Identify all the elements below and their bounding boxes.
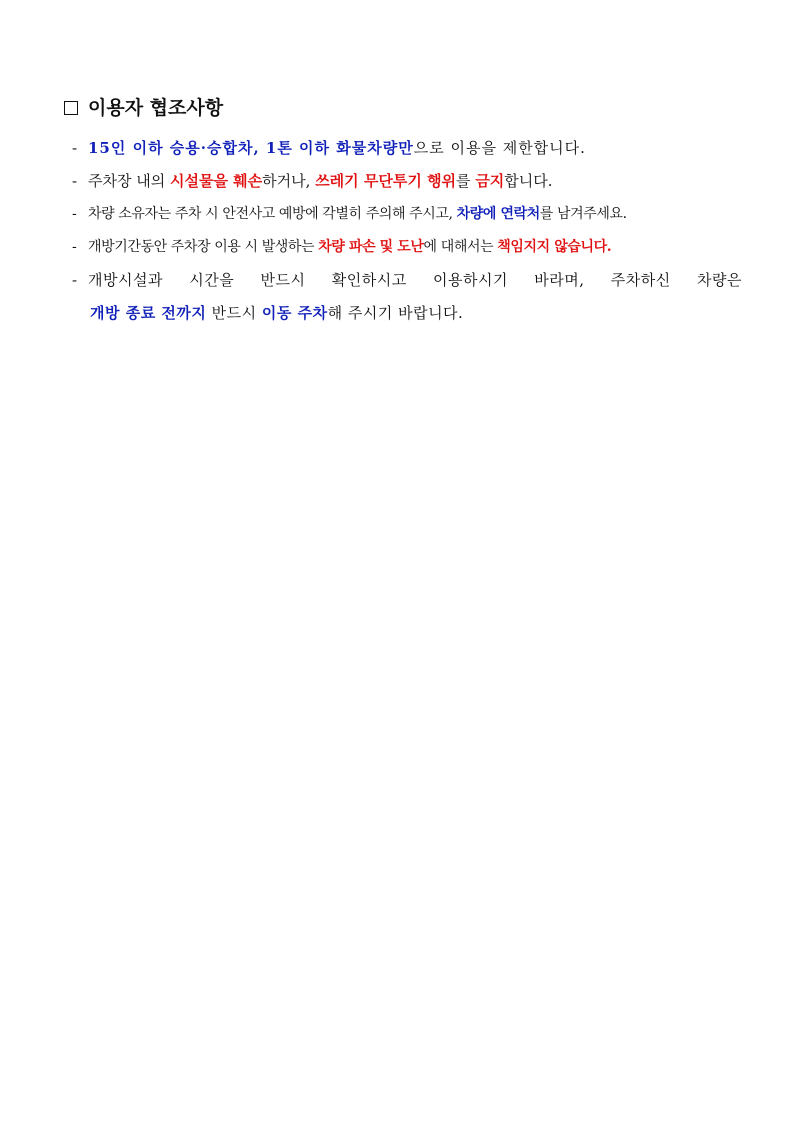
- notice-item-liability: [72, 231, 742, 264]
- notice-text: 차량 소유자는 주차 시 안전사고 예방에 각별히 주의해 주시고,: [88, 206, 457, 222]
- notice-item-hours: [72, 264, 742, 297]
- notice-text: 를: [456, 172, 476, 190]
- square-bullet-icon: [64, 101, 78, 115]
- emphasis-blue: 15인 이하 승용·승합차, 1톤 이하 화물차량만: [88, 139, 414, 157]
- notice-text: 를 남겨주세요.: [539, 206, 627, 222]
- notice-text: 에 대해서는: [423, 239, 498, 255]
- emphasis-blue: 차량에 연락처: [456, 206, 540, 222]
- emphasis-blue: 개방 종료 전까지: [90, 304, 207, 322]
- list-dash: -: [72, 239, 77, 255]
- notice-text: 개방시설과 시간을 반드시 확인하시고 이용하시기 바라며, 주차하신 차량은: [88, 271, 742, 289]
- emphasis-red: 책임지지 않습니다.: [497, 239, 612, 255]
- notice-text: 하거나,: [262, 172, 316, 190]
- emphasis-red: 시설물을 훼손: [170, 172, 263, 190]
- notice-list: [72, 132, 742, 297]
- emphasis-red: 차량 파손 및 도난: [318, 239, 424, 255]
- section-title: 이용자 협조사항: [88, 97, 224, 119]
- notice-text: 주차장 내의: [88, 172, 170, 190]
- notice-item-hours-continued: [90, 297, 463, 330]
- notice-text: 반드시: [206, 304, 262, 322]
- emphasis-blue: 이동 주차: [261, 304, 328, 322]
- list-dash: -: [72, 139, 78, 157]
- notice-text: 해 주시기 바랍니다.: [327, 304, 464, 322]
- notice-item-vehicle-limit: [72, 132, 742, 165]
- notice-text: 으로 이용을 제한합니다.: [413, 139, 586, 157]
- list-dash: -: [72, 172, 78, 190]
- notice-item-no-damage: [72, 165, 742, 198]
- notice-text: 합니다.: [504, 172, 553, 190]
- list-dash: -: [72, 271, 78, 289]
- notice-text: 개방기간동안 주차장 이용 시 발생하는: [88, 239, 319, 255]
- section-heading: [64, 94, 223, 122]
- emphasis-red: 금지: [475, 172, 505, 190]
- emphasis-red: 쓰레기 무단투기 행위: [315, 172, 457, 190]
- notice-item-safety: [72, 198, 742, 231]
- list-dash: -: [72, 206, 77, 222]
